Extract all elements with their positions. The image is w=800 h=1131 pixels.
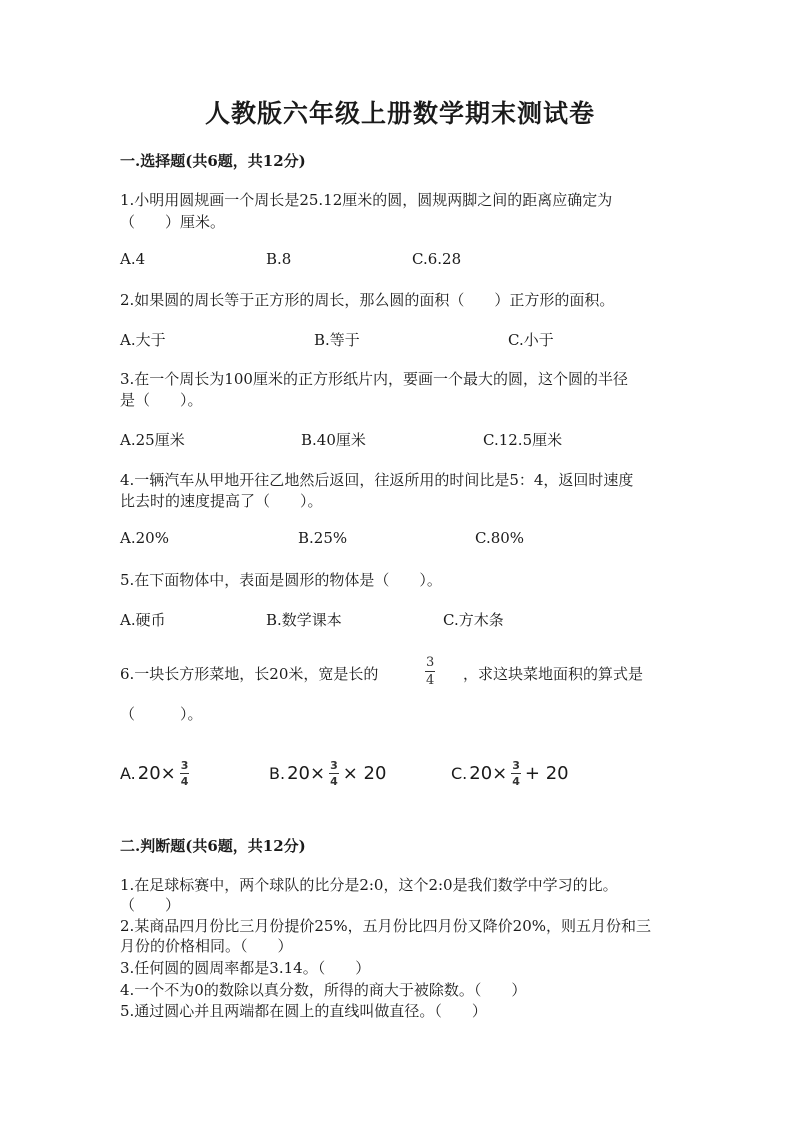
judgment-2-text: 2.某商品四月份比三月份提价25%，五月份比四月份又降价20%，则五月份和三 — [120, 917, 651, 935]
option-a: A.4 — [120, 250, 146, 268]
option-label: A. — [120, 764, 136, 783]
option-label: C. — [451, 764, 468, 783]
expression-part: 20× — [287, 763, 326, 784]
fraction — [180, 760, 190, 787]
judgment-2-text-cont: 月份的价格相同。（ ） — [120, 937, 293, 955]
judgment-1-text-cont: （ ） — [120, 896, 181, 914]
judgment-1-text: 1.在足球标赛中，两个球队的比分是2:0，这个2:0是我们数学中学习的比。 — [120, 876, 618, 894]
fraction-denominator: 4 — [512, 775, 520, 788]
judgment-5-text: 5.通过圆心并且两端都在圆上的直线叫做直径。（ ） — [120, 1002, 487, 1020]
fraction-three-quarters — [425, 656, 435, 687]
option-c: C.12.5厘米 — [483, 431, 563, 449]
question-2-text: 2.如果圆的周长等于正方形的周长，那么圆的面积（ ）正方形的面积。 — [120, 291, 615, 309]
option-a: A.20% — [120, 529, 169, 547]
page-title: 人教版六年级上册数学期末测试卷 — [204, 99, 595, 128]
option-c: C.6.28 — [412, 250, 462, 268]
question-6-text: 6.一块长方形菜地，长20米，宽是长的 — [120, 665, 379, 683]
option-b: B.8 — [266, 250, 292, 268]
option-b: B.25% — [298, 529, 348, 547]
question-6-text-cont: ，求这块菜地面积的算式是 — [463, 665, 644, 683]
expression-part: × 20 — [342, 763, 387, 784]
question-4-text: 4.一辆汽车从甲地开往乙地然后返回，往返所用的时间比是5：4，返回时速度 — [120, 471, 634, 489]
option-b: B.40厘米 — [301, 431, 366, 449]
judgment-4-text: 4.一个不为0的数除以真分数，所得的商大于被除数。（ ） — [120, 981, 527, 999]
fraction-denominator: 4 — [426, 673, 435, 688]
question-3-text-cont: 是（ ）。 — [120, 391, 203, 409]
question-5-text: 5.在下面物体中，表面是圆形的物体是（ ）。 — [120, 571, 442, 589]
section-heading-choice: 一.选择题(共6题，共12分) — [120, 152, 306, 170]
option-b: B.数学课本 — [266, 611, 342, 629]
question-3-text: 3.在一个周长为100厘米的正方形纸片内，要画一个最大的圆，这个圆的半径 — [120, 370, 628, 388]
fraction-numerator: 3 — [180, 759, 189, 772]
judgment-3-text: 3.任何圆的圆周率都是3.14。（ ） — [120, 959, 371, 977]
option-a-expression — [120, 760, 191, 787]
fraction-numerator: 3 — [426, 655, 435, 670]
question-1-text: 1.小明用圆规画一个周长是25.12厘米的圆，圆规两脚之间的距离应确定为 — [120, 191, 613, 209]
fraction-numerator: 3 — [512, 759, 520, 772]
option-b: B.等于 — [314, 331, 360, 349]
option-a: A.硬币 — [120, 611, 166, 629]
option-a: A.大于 — [120, 331, 166, 349]
question-4-text-cont: 比去时的速度提高了（ ）。 — [120, 492, 323, 510]
question-1-text-cont: （ ）厘米。 — [120, 213, 226, 231]
fraction-denominator: 4 — [180, 775, 189, 788]
fraction-numerator: 3 — [330, 759, 338, 772]
option-label: B. — [269, 764, 286, 783]
option-c-expression — [451, 760, 569, 787]
fraction-denominator: 4 — [330, 775, 338, 788]
option-c: C.80% — [475, 529, 525, 547]
expression-part: 20× — [469, 763, 508, 784]
option-c: C.方木条 — [443, 611, 504, 629]
section-heading-judgment: 二.判断题(共6题，共12分) — [120, 837, 306, 855]
question-6-text-line2: （ ）。 — [120, 705, 203, 723]
option-c: C.小于 — [508, 331, 554, 349]
expression-part: 20× — [137, 763, 176, 784]
fraction — [329, 760, 339, 787]
expression-part: + 20 — [524, 763, 569, 784]
option-a: A.25厘米 — [120, 431, 185, 449]
option-b-expression — [269, 760, 386, 787]
fraction — [511, 760, 521, 787]
